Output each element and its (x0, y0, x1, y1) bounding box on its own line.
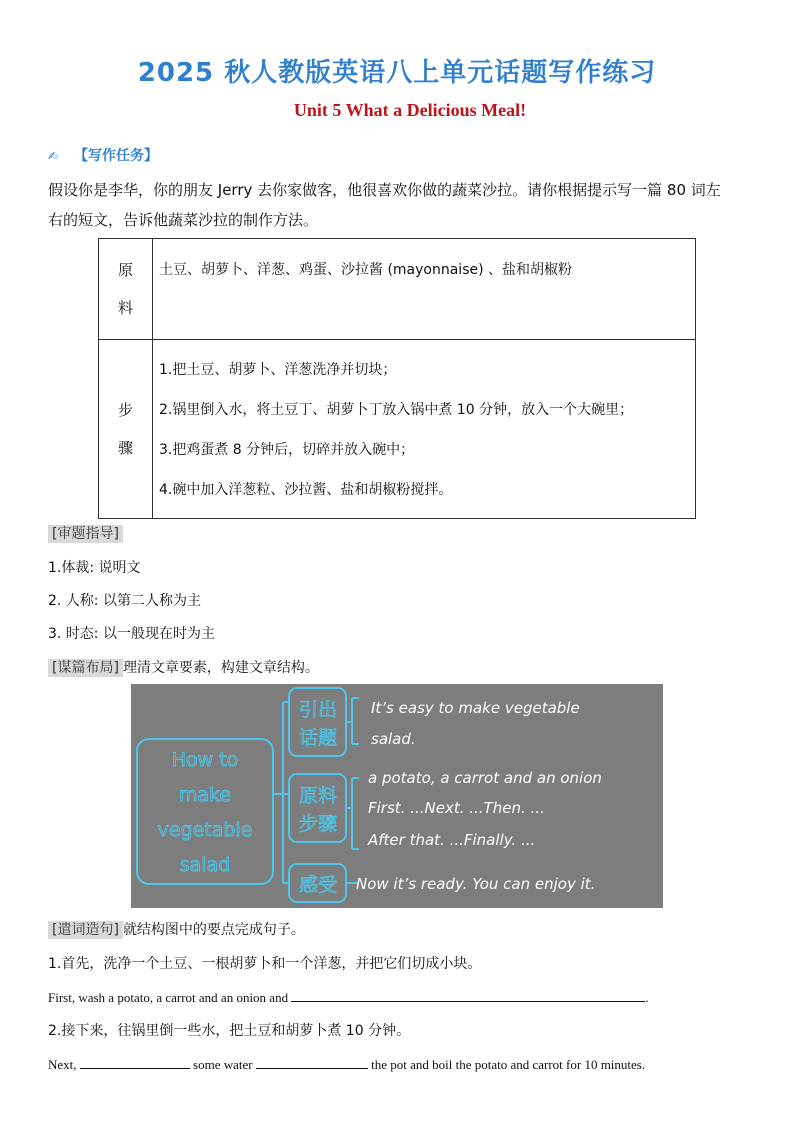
ingredients-header (99, 239, 153, 340)
node-3-label-1: 感受 (298, 874, 338, 896)
node-2-text-1: a potato, a carrot and an onion (368, 769, 602, 787)
steps-cell (153, 340, 696, 519)
layout-text: 理清文章要素，构建文章结构。 (122, 660, 319, 676)
question-2-part-3: the pot and boil the potato and carrot for 10 minutes. (371, 1057, 646, 1072)
sentence-label-box: [遣词造句] (48, 921, 123, 939)
sentence-text: 就结构图中的要点完成句子。 (122, 922, 305, 938)
structure-diagram-svg (131, 684, 663, 908)
task-prompt-line-1: 假设你是李华，你的朋友 Jerry 去你家做客，他很喜欢你做的蔬菜沙拉。请你根据提示写一篇 80 词左 (48, 181, 721, 199)
pen-icon: ✍ (48, 149, 59, 163)
question-1-cn: 1.首先，洗净一个土豆、一根胡萝卜和一个洋葱，并把它们切成小块。 (48, 956, 482, 972)
bracket-1 (346, 698, 359, 744)
steps-header (99, 340, 153, 519)
question-2-part-1: Next, (48, 1057, 77, 1072)
node-1-label-2: 话题 (298, 727, 338, 749)
structure-diagram (131, 684, 663, 908)
center-line-2: make (178, 784, 232, 806)
task-prompt-line-2: 右的短文，告诉他蔬菜沙拉的制作方法。 (48, 211, 319, 229)
node-2-text-3: After that. ...Finally. ... (368, 831, 536, 849)
node-1-text-1: It’s easy to make vegetable (371, 699, 580, 717)
step-2: 2.锅里倒入水，将土豆丁、胡萝卜丁放入锅中煮 10 分钟，放入一个大碗里； (159, 402, 634, 418)
bracket-2 (346, 778, 359, 849)
writing-task-label: 【写作任务】 (74, 148, 158, 164)
question-1-prefix: First, wash a potato, a carrot and an onion and (48, 990, 289, 1005)
node-3-text-1: Now it’s ready. You can enjoy it. (356, 875, 596, 893)
task-prompt (48, 175, 748, 235)
guide-item-2: 2. 人称: 以第二人称为主 (48, 593, 201, 609)
ingredients-header-char-1: 原 (117, 261, 133, 279)
recipe-table (98, 238, 696, 519)
ingredients-header-char-2: 料 (117, 299, 133, 317)
step-4: 4.碗中加入洋葱粒、沙拉酱、盐和胡椒粉搅拌。 (159, 482, 453, 498)
question-1-suffix: . (645, 990, 649, 1005)
node-2-label-1: 原料 (298, 785, 338, 807)
step-1: 1.把土豆、胡萝卜、洋葱洗净并切块； (159, 362, 397, 378)
answer-blank-3[interactable] (256, 1055, 368, 1069)
question-2-en (48, 1055, 645, 1073)
steps-row (99, 340, 696, 519)
answer-blank-1[interactable] (291, 988, 645, 1002)
unit-subtitle: Unit 5 What a Delicious Meal! (293, 100, 527, 120)
step-3: 3.把鸡蛋煮 8 分钟后，切碎并放入碗中； (159, 442, 415, 458)
node-1-text-2: salad. (371, 730, 416, 748)
question-2-part-2: some water (193, 1057, 253, 1072)
node-2-text-2: First. ...Next. ...Then. ... (368, 799, 545, 817)
diagram-connector (273, 702, 289, 883)
steps-header-char-1: 步 (117, 401, 133, 419)
center-line-3: vegetable (157, 819, 253, 841)
steps-header-char-2: 骤 (117, 439, 133, 457)
question-1-en (48, 988, 649, 1006)
sentence-section (48, 919, 305, 939)
layout-section (48, 657, 319, 677)
page-title: 2025 秋人教版英语八上单元话题写作练习 (137, 58, 657, 88)
answer-blank-2[interactable] (80, 1055, 190, 1069)
ingredients-cell (153, 239, 696, 340)
center-line-1: How to (171, 749, 239, 771)
guide-label-box: [审题指导] (48, 525, 123, 543)
node-1-label-1: 引出 (298, 699, 338, 721)
ingredients-row (99, 239, 696, 340)
question-2-cn: 2.接下来，往锅里倒一些水，把土豆和胡萝卜煮 10 分钟。 (48, 1023, 411, 1039)
guide-label (48, 523, 123, 543)
layout-label-box: [谋篇布局] (48, 659, 123, 677)
writing-task-heading (48, 145, 158, 165)
ingredients-text: 土豆、胡萝卜、洋葱、鸡蛋、沙拉酱 (mayonnaise) 、盐和胡椒粉 (159, 262, 573, 278)
center-line-4: salad (179, 854, 231, 876)
node-2-label-2: 步骤 (298, 813, 338, 835)
guide-item-1: 1.体裁: 说明文 (48, 560, 141, 576)
guide-item-3: 3. 时态: 以一般现在时为主 (48, 626, 215, 642)
